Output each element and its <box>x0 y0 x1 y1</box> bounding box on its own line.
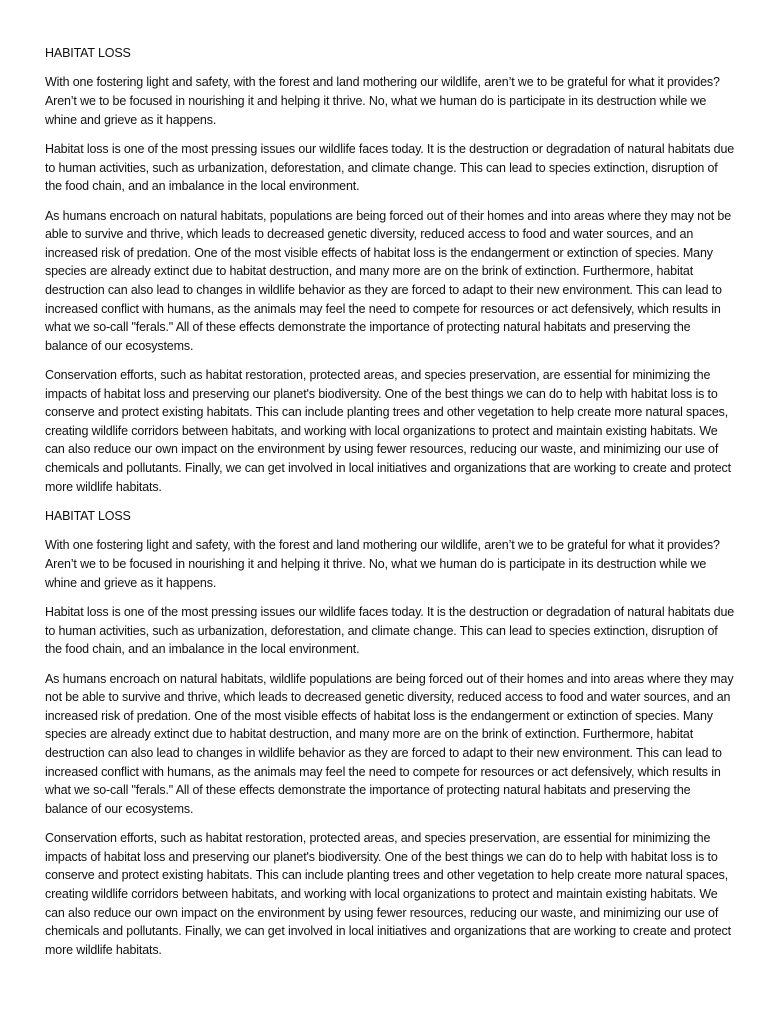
section-heading: HABITAT LOSS <box>45 509 131 524</box>
paragraph-intro: With one fostering light and safety, with the forest and land mothering our wildlife, aren’t we to be grateful for what it provides? Aren’t we to be focused in nourishing it and helping it thrive. No, what we human do is participate in its destruction while we whine and grieve as it happens. <box>45 538 720 590</box>
paragraph-effects: As humans encroach on natural habitats, populations are being forced out of their homes and into areas where they may not be able to survive and thrive, which leads to decreased genetic diversity, reduced access to food and water sources, and an increased risk of predation. One of the most visible effects of habitat loss is the endangerment or extinction of species. Many species are already extinct due to habitat destruction, and many more are on the brink of extinction. Furthermore, habitat destruction can also lead to changes in wildlife behavior as they are forced to adapt to their new environment. This can lead to increased conflict with humans, as the animals may feel the need to compete for resources or act defensively, which results in what we so-call "ferals." All of these effects demonstrate the importance of protecting natural habitats and preserving the balance of our ecosystems. <box>45 208 732 353</box>
section-heading: HABITAT LOSS <box>45 46 131 60</box>
paragraph-effects: As humans encroach on natural habitats, wildlife populations are being forced out of their homes and into areas where they may not be able to survive and thrive, which leads to decreased genetic diversity, reduced access to food and water sources, and an increased risk of predation. One of the most visible effects of habitat loss is the endangerment or extinction of species. Many species are already extinct due to habitat destruction, and many more are on the brink of extinction. Furthermore, habitat destruction can also lead to changes in wildlife behavior as they are forced to adapt to their new environment. This can lead to increased conflict with humans, as the animals may feel the need to compete for resources or act defensively, which results in what we so-call "ferals." All of these effects demonstrate the importance of protecting natural habitats and preserving the balance of our ecosystems. <box>45 671 734 816</box>
paragraph-definition: Habitat loss is one of the most pressing issues our wildlife faces today. It is the destruction or degradation of natural habitats due to human activities, such as urbanization, deforestation, and climate change. This can lead to species extinction, disruption of the food chain, and an imbalance in the local environment. <box>45 141 735 194</box>
paragraph-definition: Habitat loss is one of the most pressing issues our wildlife faces today. It is the destruction or degradation of natural habitats due to human activities, such as urbanization, deforestation, and climate change. This can lead to species extinction, disruption of the food chain, and an imbalance in the local environment. <box>45 605 735 657</box>
paragraph-intro: With one fostering light and safety, with the forest and land mothering our wildlife, aren’t we to be grateful for what it provides? Aren’t we to be focused in nourishing it and helping it thrive. No, what we human do is participate in its destruction while we whine and grieve as it happens. <box>45 75 720 127</box>
section-2 <box>45 507 735 959</box>
paragraph-conservation: Conservation efforts, such as habitat restoration, protected areas, and species preservation, are essential for minimizing the impacts of habitat loss and preserving our planet's biodiversity. One of the best things we can do to help with habitat loss is to conserve and protect existing habitats. This can include planting trees and other vegetation to help create more natural spaces, creating wildlife corridors between habitats, and working with local organizations to protect and maintain existing habitats. We can also reduce our own impact on the environment by using fewer resources, reducing our waste, and minimizing our use of chemicals and pollutants. Finally, we can get involved in local initiatives and organizations that are working to create and protect more wildlife habitats. <box>45 831 731 957</box>
paragraph-conservation: Conservation efforts, such as habitat restoration, protected areas, and species preservation, are essential for minimizing the impacts of habitat loss and preserving our planet's biodiversity. One of the best things we can do to help with habitat loss is to conserve and protect existing habitats. This can include planting trees and other vegetation to help create more natural spaces, creating wildlife corridors between habitats, and working with local organizations to protect and maintain existing habitats. We can also reduce our own impact on the environment by using fewer resources, reducing our waste, and minimizing our use of chemicals and pollutants. Finally, we can get involved in local initiatives and organizations that are working to create and protect more wildlife habitats. <box>45 368 731 494</box>
section-1 <box>45 44 735 496</box>
document-page <box>45 44 735 970</box>
